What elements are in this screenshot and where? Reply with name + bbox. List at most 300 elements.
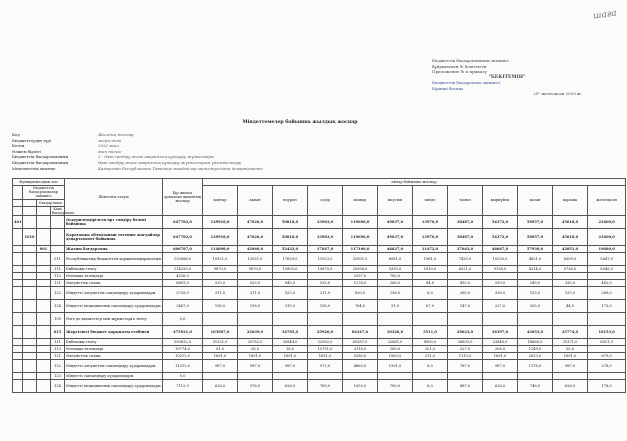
month-value-cell: 11472,0	[413, 246, 448, 253]
month-8: тамыз	[448, 186, 483, 216]
month-value-cell	[483, 373, 518, 380]
month-value-cell: 20782,0	[238, 339, 273, 346]
code-group-cell	[13, 313, 23, 326]
total-cell: 4526,0	[163, 273, 203, 280]
month-value-cell: 278,0	[588, 360, 626, 373]
month-value-cell: 4663,0	[343, 360, 378, 373]
table-row	[13, 246, 626, 253]
month-value-cell: 1176,0	[518, 360, 553, 373]
month-value-cell: 50818,0	[273, 229, 308, 246]
code-group-cell	[13, 246, 23, 253]
month-value-cell	[273, 273, 308, 280]
month-value-cell	[448, 313, 483, 326]
month-value-cell	[448, 373, 483, 380]
month-value-cell: 311,0	[238, 287, 273, 300]
month-value-cell: 311,0	[203, 287, 238, 300]
month-value-cell: 208,0	[483, 346, 518, 353]
name-cell: Еңбекақы төлеу	[65, 266, 163, 273]
month-value-cell: 987,0	[273, 360, 308, 373]
meta-label: Мемлекеттік мекеме	[12, 165, 56, 171]
month-value-cell: 42851,0	[553, 246, 588, 253]
month-value-cell: 103987,0	[203, 326, 238, 339]
table-row	[13, 360, 626, 373]
spec-cell: 111	[51, 339, 65, 346]
program-cell	[37, 300, 51, 313]
spec-cell	[51, 229, 65, 246]
month-value-cell: 57930,0	[518, 246, 553, 253]
month-value-cell	[203, 313, 238, 326]
handwritten-note: шаға	[592, 8, 618, 22]
total-cell: 130066,0	[163, 253, 203, 266]
month-value-cell: 52432,0	[273, 246, 308, 253]
month-value-cell: 54372,0	[483, 216, 518, 229]
month-value-cell: 201,0	[413, 346, 448, 353]
month-value-cell: 49037,0	[378, 216, 413, 229]
month-value-cell: 268,0	[378, 280, 413, 287]
month-value-cell: 37043,0	[448, 246, 483, 253]
month-value-cell: 5511,0	[413, 326, 448, 339]
month-value-cell: 54372,0	[483, 229, 518, 246]
month-value-cell: 33983,0	[308, 216, 343, 229]
approval-stamp: "БЕКІТЕМІН"	[488, 74, 526, 80]
month-value-cell	[308, 313, 343, 326]
spec-cell: 113	[51, 346, 65, 353]
month-value-cell: 559,0	[483, 280, 518, 287]
month-value-cell: 972,0	[308, 360, 343, 373]
month-value-cell: 987,0	[483, 360, 518, 373]
meta-value: Өрт сөндіру және авариялық-құтқару жұмыстарын ұйымдастыру	[98, 159, 242, 165]
code-group-cell	[13, 360, 23, 373]
total-cell: 114255,0	[163, 266, 203, 273]
code-group-cell	[13, 300, 23, 313]
month-value-cell: 15803,0	[273, 266, 308, 273]
month-value-cell: 626,0	[273, 380, 308, 393]
table-row	[13, 287, 626, 300]
admin-cell: 1010	[23, 229, 37, 246]
month-value-cell	[413, 273, 448, 280]
month-value-cell	[343, 373, 378, 380]
document-title: Міндеттемелер бойынша жылдық жоспар	[242, 120, 358, 125]
month-value-cell: 114898,0	[203, 246, 238, 253]
month-value-cell: 13970,0	[413, 216, 448, 229]
month-value-cell: 10250,0	[483, 253, 518, 266]
month-5: мамыр	[343, 186, 378, 216]
month-value-cell: 31331,0	[203, 339, 238, 346]
spec-cell: 015	[51, 326, 65, 339]
month-value-cell: 227,0	[448, 346, 483, 353]
month-value-cell	[518, 273, 553, 280]
meta-label: Код	[12, 132, 20, 137]
month-value-cell: 315,0	[273, 300, 308, 313]
table-row	[13, 339, 626, 346]
header-sub: Кіші бағдарлама	[52, 206, 75, 215]
total-cell: 7112,0	[163, 380, 203, 393]
month-value-cell	[238, 313, 273, 326]
approval-line-3: Приложение № к приказу	[432, 69, 487, 74]
month-value-cell	[588, 313, 626, 326]
month-value-cell: 767,0	[448, 360, 483, 373]
month-value-cell: 23849,0	[483, 339, 518, 346]
month-value-cell: 626,0	[553, 380, 588, 393]
name-cell: Міндетті медициналық сақтандыру аударымдары	[65, 380, 163, 393]
table-row	[13, 313, 626, 326]
program-cell	[37, 266, 51, 273]
admin-cell	[23, 216, 37, 229]
month-value-cell: 32951,0	[343, 253, 378, 266]
month-value-cell: 6081,0	[378, 253, 413, 266]
month-value-cell: 18,0	[273, 346, 308, 353]
plan-table	[12, 178, 626, 393]
month-value-cell	[203, 273, 238, 280]
month-value-cell: 8545,0	[588, 266, 626, 273]
month-value-cell: 50818,0	[273, 216, 308, 229]
program-cell	[37, 326, 51, 339]
month-value-cell: 119696,0	[343, 216, 378, 229]
month-10: қазан	[518, 186, 553, 216]
month-value-cell: 7420,0	[448, 253, 483, 266]
total-cell: 6891,0	[163, 280, 203, 287]
month-value-cell: 1053,0	[343, 380, 378, 393]
month-value-cell: 5355,0	[378, 266, 413, 273]
total-cell: 606787,0	[163, 246, 203, 253]
code-group-cell	[13, 373, 23, 380]
total-cell: 19212,0	[163, 353, 203, 360]
code-group-cell	[13, 339, 23, 346]
month-value-cell: 58957,0	[518, 216, 553, 229]
name-cell: Әскерилендірілген өрт сөндіру бөлімі бойынша	[65, 216, 163, 229]
admin-cell	[23, 253, 37, 266]
name-cell: Міндетті әлеуметтік сақтандыру аударымдары	[65, 360, 163, 373]
code-group-cell	[13, 229, 23, 246]
month-value-cell: 1691,0	[483, 353, 518, 360]
month-value-cell: 1691,0	[203, 353, 238, 360]
month-value-cell: 6309,0	[553, 253, 588, 266]
total-cell: 19774,0	[163, 346, 203, 353]
month-value-cell: 6521,0	[448, 266, 483, 273]
month-value-cell: 335,0	[553, 280, 588, 287]
month-value-cell	[588, 373, 626, 380]
name-cell: Әлеуметтік салық	[65, 280, 163, 287]
month-value-cell: 492,0	[448, 280, 483, 287]
month-value-cell: 269,0	[588, 287, 626, 300]
month-value-cell: 10870,0	[308, 266, 343, 273]
code-group-cell	[13, 266, 23, 273]
spec-cell: 011	[51, 253, 65, 266]
admin-cell	[23, 246, 37, 253]
spec-cell: 122	[51, 287, 65, 300]
program-cell	[37, 353, 51, 360]
admin-cell	[23, 346, 37, 353]
month-value-cell: 178,0	[588, 380, 626, 393]
month-1: қаңтар	[203, 186, 238, 216]
meta-label: Бюджеттік бағдарламаның	[12, 159, 68, 165]
month-value-cell: 43053,0	[518, 326, 553, 339]
month-value-cell: 25774,0	[553, 326, 588, 339]
month-value-cell: 30326,0	[378, 326, 413, 339]
month-value-cell: 158,0	[238, 300, 273, 313]
spec-cell: 121	[51, 353, 65, 360]
month-6: маусым	[378, 186, 413, 216]
table-row	[13, 280, 626, 287]
table-row	[13, 216, 626, 229]
month-value-cell: 158,0	[203, 300, 238, 313]
admin-cell	[23, 339, 37, 346]
month-value-cell: 23082,0	[308, 339, 343, 346]
name-cell: Міндетті медициналық сақтандыру аударымдары	[65, 300, 163, 313]
name-cell: Қарағанды облысының төтенше жағдайлар департаменті бойынша	[65, 229, 163, 246]
month-value-cell: 17847,0	[308, 246, 343, 253]
month-value-cell: 158,0	[378, 287, 413, 300]
month-value-cell: 1961,0	[413, 253, 448, 266]
month-value-cell: 533,0	[238, 280, 273, 287]
admin-cell	[23, 287, 37, 300]
approval-line-4: Бюджеттік бағдарлама әкімшісі	[432, 80, 501, 85]
month-value-cell: 1691,0	[273, 353, 308, 360]
program-cell	[37, 373, 51, 380]
header-total: Бір жылға арналған жиынтық жоспар	[163, 179, 203, 216]
admin-cell	[23, 313, 37, 326]
month-value-cell: 17659,0	[273, 253, 308, 266]
admin-cell	[23, 280, 37, 287]
month-value-cell: 326,0	[483, 287, 518, 300]
name-cell: Республикалық бюджеттен қаржыландырылатын	[65, 253, 163, 266]
month-value-cell: 129918,0	[203, 216, 238, 229]
month-value-cell: 50,0	[553, 346, 588, 353]
month-value-cell	[273, 313, 308, 326]
name-cell: Өзге де қызметтер мен жұмыстарға төлеу	[65, 313, 163, 326]
header-name: Жіктелім атауы	[65, 179, 163, 216]
meta-label: Өлшем бірлігі	[12, 148, 41, 154]
meta-value: Қазақстан Республикасы Төтенше жағдайлар министрлігінің департаменті	[98, 165, 263, 171]
total-cell: 2467,0	[163, 300, 203, 313]
month-value-cell: 746,0	[518, 380, 553, 393]
month-value-cell: 626,0	[203, 380, 238, 393]
month-value-cell: 789,0	[308, 380, 343, 393]
admin-cell	[23, 300, 37, 313]
month-value-cell: 1113,0	[448, 353, 483, 360]
total-cell: 3729,0	[163, 287, 203, 300]
month-value-cell: 44,0	[553, 300, 588, 313]
month-9: қыркүйек	[483, 186, 518, 216]
month-value-cell	[483, 313, 518, 326]
month-value-cell: 25926,0	[308, 326, 343, 339]
spec-cell: 111	[51, 266, 65, 273]
month-4: сәуір	[308, 186, 343, 216]
month-value-cell	[413, 313, 448, 326]
name-cell: Міндетті әлеуметтік сақтандыру аударымдары	[65, 287, 163, 300]
name-cell: Өтемақы төлемдері	[65, 346, 163, 353]
table-row	[13, 353, 626, 360]
month-value-cell: 552,0	[273, 287, 308, 300]
spec-cell: 123	[51, 373, 65, 380]
month-value-cell: 8,0	[413, 287, 448, 300]
month-value-cell: 22039,0	[238, 326, 273, 339]
total-cell: 11212,0	[163, 360, 203, 373]
month-value-cell: 31371,0	[553, 339, 588, 346]
program-cell	[37, 313, 51, 326]
month-value-cell	[378, 373, 413, 380]
month-value-cell: 51,0	[203, 346, 238, 353]
month-value-cell: 13970,0	[413, 229, 448, 246]
month-value-cell: 764,0	[343, 300, 378, 313]
program-cell	[37, 380, 51, 393]
program-cell	[37, 280, 51, 287]
month-value-cell: 129918,0	[203, 229, 238, 246]
admin-cell	[23, 353, 37, 360]
month-value-cell	[203, 373, 238, 380]
month-value-cell: 38487,0	[448, 216, 483, 229]
table-row	[13, 273, 626, 280]
approval-line-5: Бірінші басшы	[432, 85, 463, 91]
month-value-cell: 576,0	[238, 380, 273, 393]
total-cell: 647782,0	[163, 216, 203, 229]
name-cell: Жалпы бағдарлама	[65, 246, 163, 253]
total-cell: 0,0	[163, 313, 203, 326]
code-group-cell	[13, 273, 23, 280]
meta-block	[12, 132, 432, 171]
program-cell	[37, 360, 51, 373]
month-value-cell: 29623,0	[448, 326, 483, 339]
month-value-cell: 173,0	[588, 300, 626, 313]
month-value-cell: 58,0	[238, 346, 273, 353]
month-value-cell: 158,0	[308, 300, 343, 313]
header-program: Бағдарлама	[37, 199, 65, 206]
month-value-cell: 311,0	[413, 353, 448, 360]
month-value-cell: 13921,0	[238, 253, 273, 266]
total-cell: 0,0	[163, 373, 203, 380]
spec-cell: 159	[51, 313, 65, 326]
month-value-cell: 38487,0	[448, 229, 483, 246]
month-7: шілде	[413, 186, 448, 216]
total-cell: 475921,0	[163, 326, 203, 339]
month-value-cell: 153,0	[518, 287, 553, 300]
program-cell	[37, 287, 51, 300]
month-value-cell: 10153,0	[588, 326, 626, 339]
month-value-cell: 51,0	[378, 300, 413, 313]
month-value-cell: 487,0	[448, 380, 483, 393]
program-cell	[37, 253, 51, 266]
month-value-cell: 47626,0	[238, 216, 273, 229]
month-value-cell: 533,0	[308, 280, 343, 287]
month-value-cell: 311,0	[308, 287, 343, 300]
month-value-cell: 18666,0	[518, 339, 553, 346]
month-value-cell: 780,0	[378, 273, 413, 280]
month-value-cell: 180,0	[378, 346, 413, 353]
meta-value: Жылдық жоспар	[98, 132, 134, 137]
admin-cell	[23, 273, 37, 280]
admin-cell	[23, 326, 37, 339]
table-row	[13, 229, 626, 246]
month-value-cell	[518, 373, 553, 380]
total-cell: 390832,0	[163, 339, 203, 346]
spec-cell: 124	[51, 380, 65, 393]
month-value-cell: 117100,0	[343, 246, 378, 253]
admin-cell	[23, 373, 37, 380]
month-value-cell	[308, 373, 343, 380]
name-cell: Өтемақы төлемдері	[65, 273, 163, 280]
header-code-group: Функционалдық топ	[13, 179, 65, 186]
month-3: наурыз	[273, 186, 308, 216]
month-value-cell: 462,0	[588, 280, 626, 287]
total-cell: 647782,0	[163, 229, 203, 246]
month-value-cell: 46627,0	[378, 246, 413, 253]
header-months: айлар бойынша жоспар	[203, 179, 626, 186]
spec-cell	[51, 246, 65, 253]
approval-block	[432, 58, 582, 97]
meta-label: Бюджеттердің түрі	[12, 137, 52, 143]
month-value-cell: 1691,0	[553, 353, 588, 360]
month-value-cell	[238, 373, 273, 380]
spec-cell: 112	[51, 273, 65, 280]
month-value-cell: 845,0	[273, 280, 308, 287]
month-value-cell: 84,0	[413, 280, 448, 287]
month-value-cell: 58957,0	[518, 229, 553, 246]
admin-cell	[23, 266, 37, 273]
month-value-cell: 9870,0	[203, 266, 238, 273]
table-row	[13, 266, 626, 273]
month-value-cell: 987,0	[238, 360, 273, 373]
month-value-cell: 49037,0	[378, 229, 413, 246]
table-row	[13, 326, 626, 339]
code-group-cell	[13, 353, 23, 360]
month-value-cell: 260,0	[448, 287, 483, 300]
month-value-cell: 4214,0	[518, 266, 553, 273]
month-value-cell: 33983,0	[308, 229, 343, 246]
month-value-cell	[378, 313, 413, 326]
meta-label: Кезең	[12, 143, 25, 149]
month-value-cell: 10921,0	[203, 253, 238, 266]
spec-cell: 121	[51, 280, 65, 287]
month-value-cell	[483, 273, 518, 280]
month-value-cell	[553, 313, 588, 326]
month-value-cell: 533,0	[203, 280, 238, 287]
month-value-cell: 47626,0	[238, 229, 273, 246]
month-value-cell: 23400,0	[588, 216, 626, 229]
spec-cell	[51, 216, 65, 229]
month-value-cell	[588, 346, 626, 353]
month-value-cell: 1691,0	[238, 353, 273, 360]
month-value-cell: 11923,0	[308, 253, 343, 266]
code-group-cell	[13, 280, 23, 287]
program-cell	[37, 216, 51, 229]
month-value-cell: 155,0	[553, 287, 588, 300]
meta-value: мың теңге	[98, 148, 122, 154]
month-value-cell: 46667,0	[483, 246, 518, 253]
name-cell: Еңбекақы төлеу	[65, 339, 163, 346]
month-value-cell: 45618,0	[553, 216, 588, 229]
month-value-cell: 36397,0	[483, 326, 518, 339]
month-value-cell: 45618,0	[553, 229, 588, 246]
month-value-cell	[413, 373, 448, 380]
month-value-cell: 9870,0	[238, 266, 273, 273]
meta-value: 2020 жыл	[98, 143, 120, 149]
spec-cell: 124	[51, 300, 65, 313]
month-value-cell: 1276,0	[343, 280, 378, 287]
month-value-cell	[273, 373, 308, 380]
month-value-cell: 67,0	[413, 300, 448, 313]
month-value-cell: 3118,0	[343, 346, 378, 353]
meta-row	[12, 166, 432, 172]
program-cell	[37, 339, 51, 346]
table-row	[13, 373, 626, 380]
month-value-cell: 679,0	[588, 353, 626, 360]
month-11: қараша	[553, 186, 588, 216]
month-value-cell: 626,0	[483, 380, 518, 393]
month-value-cell: 1501,0	[378, 360, 413, 373]
month-value-cell	[518, 313, 553, 326]
table-row	[13, 346, 626, 353]
month-value-cell: 1810,0	[413, 266, 448, 273]
